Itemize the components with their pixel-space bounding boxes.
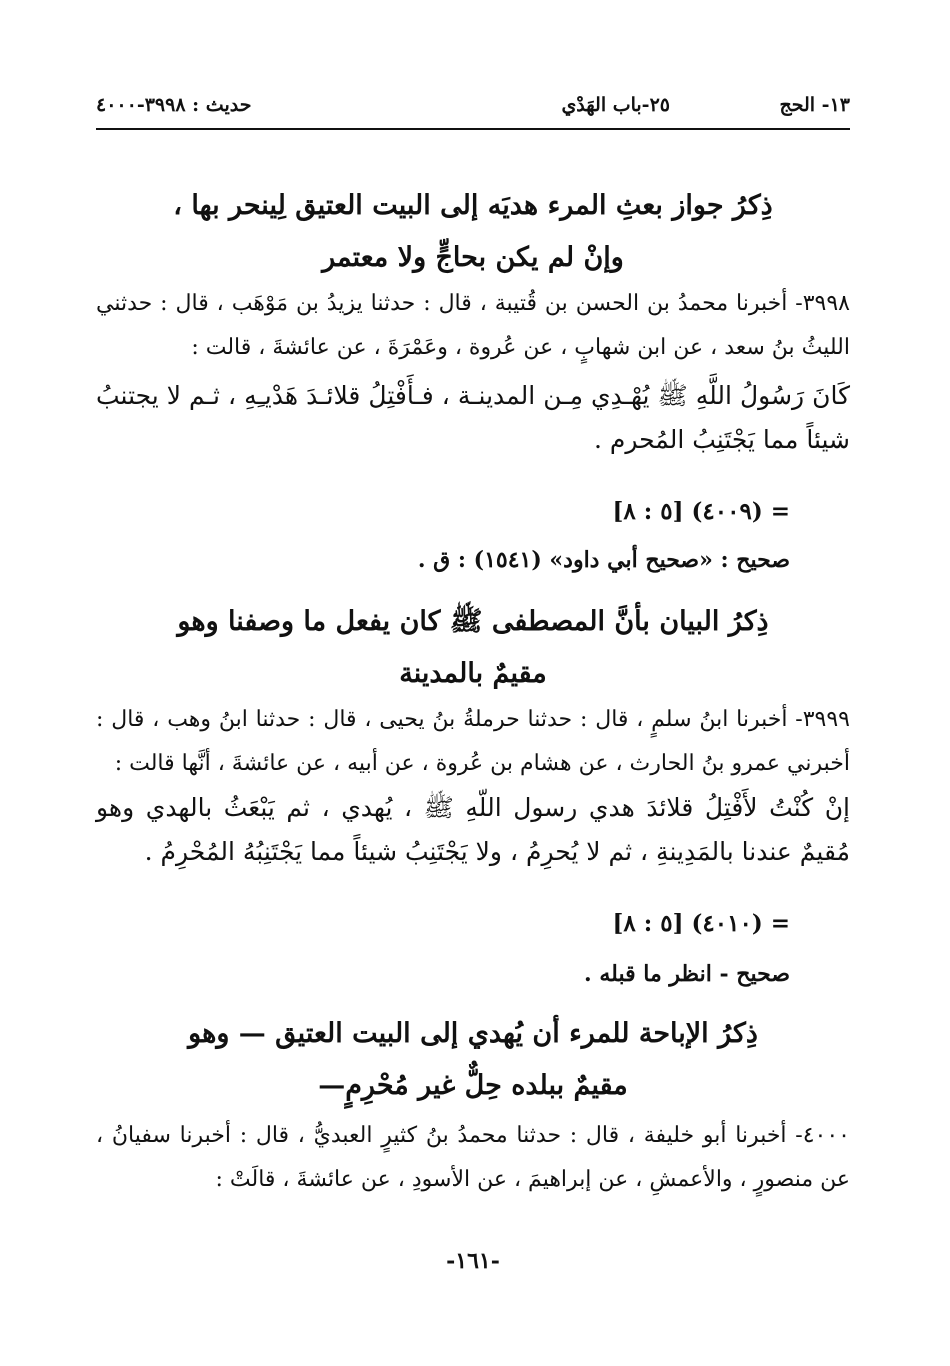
title-line: مقيمٌ بالمدينة [399, 658, 547, 689]
title-line: ذِكرُ الإباحة للمرء أن يُهدي إلى البيت العتيق — وهو [188, 1018, 758, 1049]
hadith-4000-chain: ٤٠٠٠- أخبرنا أبو خليفة ، قال : حدثنا محمدُ بنُ كثيرٍ العبديُّ ، قال : أخبرنا سفيانُ ، عن منصورٍ ، والأعمشِ ، عن إبراهيمَ ، عن الأسودِ ، عن عائشةَ ، قالَتْ : [96, 1123, 850, 1192]
hadith-3999-ref: = (٤٠١٠) [٥ : ٨] [612, 910, 790, 937]
hadith-3998-grade: صحيح : «صحيح أبي داود» (١٥٤١) : ق . [417, 547, 790, 573]
section-2-title [96, 596, 850, 700]
title-line: مقيمٌ ببلده حِلٌّ غير مُحْرِمٍ— [318, 1070, 628, 1101]
hadith-3999-chain: ٣٩٩٩- أخبرنا ابنُ سلمٍ ، قال : حدثنا حرملةُ بنُ يحيى ، قال : حدثنا ابنُ وهب ، قال : أخبرني عمرو بنُ الحارث ، عن هشام بن عُروة ، عن أبيه ، عن عائشةَ ، أنَّها قالت : [96, 707, 850, 776]
page-number: -١٦١- [446, 1248, 500, 1274]
section-1-title [96, 180, 850, 284]
running-header [96, 88, 850, 124]
chapter-title: ١٣- الحج [779, 94, 850, 116]
title-line: ذِكرُ جواز بعثِ المرء هديَه إلى البيت العتيق لِينحر بها ، [173, 190, 773, 221]
title-line: ذِكرُ البيان بأنَّ المصطفى ﷺ كان يفعل ما وصفنا وهو [177, 606, 769, 637]
hadith-3998-ref: = (٤٠٠٩) [٥ : ٨] [612, 498, 790, 525]
hadith-3999-grade: صحيح - انظر ما قبله . [584, 961, 790, 987]
hadith-3999-text: إنْ كُنْتُ لأَفْتِلُ قلائدَ هدي رسول اللّهِ ﷺ ، يُهدي ، ثم يَبْعَثُ بالهدي وهو مُقيمٌ عندنا بالمَدِينةِ ، ثم لا يُحرِمُ ، ولا يَجْتَنِبُ شيئاً مما يَجْتَنِبُهُ المُحْرِمُ . [96, 793, 850, 866]
section-3-title [96, 1008, 850, 1112]
hadith-range: حديث : ٣٩٩٨-٤٠٠٠ [96, 94, 252, 116]
book-page [96, 88, 850, 1288]
header-divider [96, 128, 850, 130]
title-line: وإنْ لم يكن بحاجٍّ ولا معتمر [322, 242, 624, 273]
section-title: ٢٥-باب الهَدْي [561, 94, 670, 116]
hadith-3998-text: كَانَ رَسُولُ اللَّهِ ﷺ يُهْـدِي مِـن المدينـة ، فـأَفْتِلُ قلائـدَ هَدْيـِهِ ، ثـم لا يجتنبُ شيئاً مما يَجْتَنِبُ المُحرم . [96, 381, 850, 454]
hadith-3998-chain: ٣٩٩٨- أخبرنا محمدُ بن الحسن بن قُتيبة ، قال : حدثنا يزيدُ بن مَوْهَب ، قال : حدثني الليثُ بنُ سعد ، عن ابن شهابٍ ، عن عُروة ، وعَمْرَةَ ، عن عائشةَ ، قالت : [96, 291, 850, 360]
